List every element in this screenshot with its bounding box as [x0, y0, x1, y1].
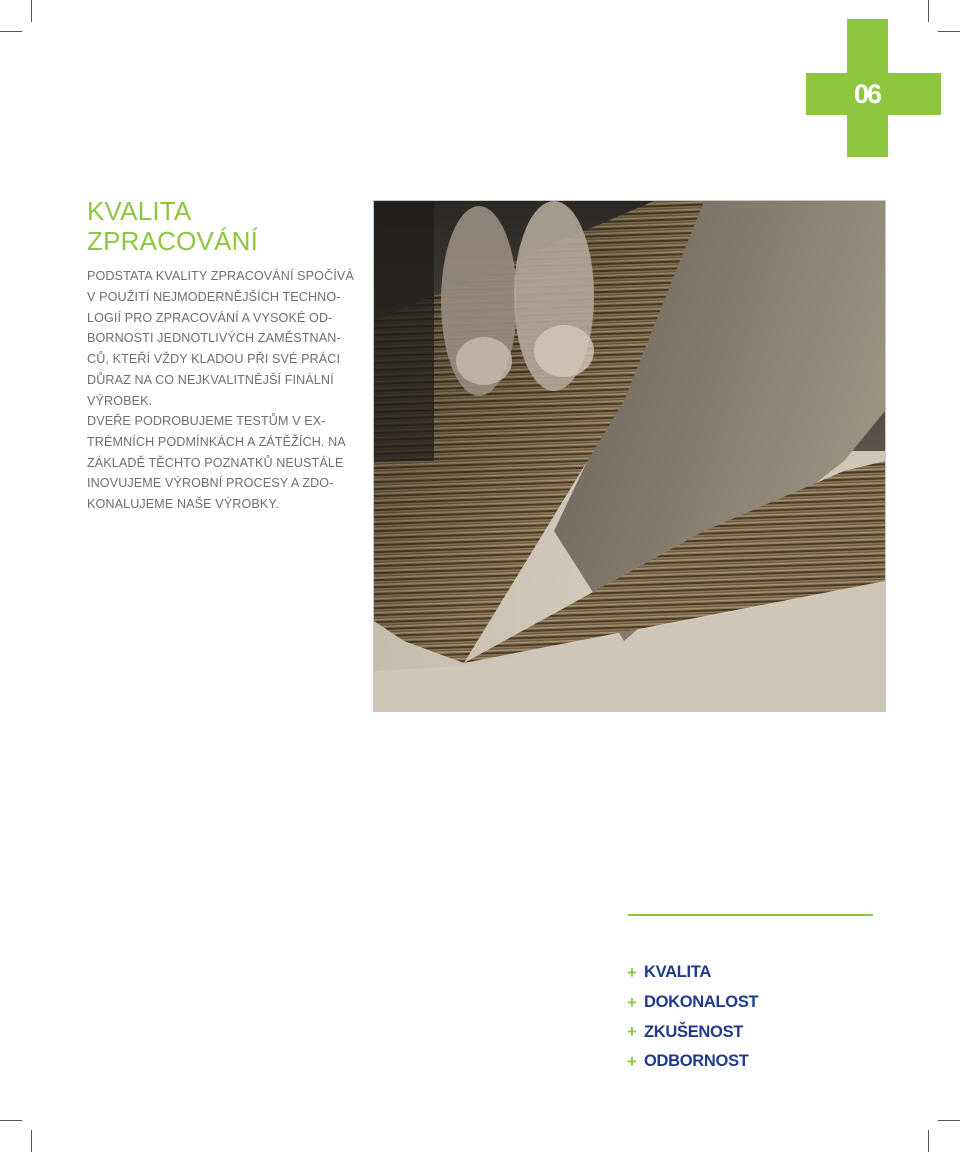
- list-item: [627, 988, 758, 1018]
- crop-mark: [928, 1130, 929, 1152]
- text-line: DŮRAZ NA CO NEJKVALITNĚJŠÍ FINÁLNÍ: [87, 372, 334, 387]
- text-line: LOGIÍ PRO ZPRACOVÁNÍ A VYSOKÉ OD-: [87, 310, 333, 325]
- plus-icon: +: [627, 962, 637, 982]
- divider-line: [628, 914, 873, 916]
- crop-mark: [31, 0, 32, 22]
- list-item: [627, 1047, 758, 1077]
- keyword-label: KVALITA: [644, 963, 711, 982]
- plus-icon: +: [627, 1022, 637, 1042]
- text-line: INOVUJEME VÝROBNÍ PROCESY A ZDO-: [87, 476, 334, 491]
- text-line: VÝROBEK.: [87, 393, 153, 408]
- keyword-label: ODBORNOST: [644, 1052, 749, 1071]
- page-title: [87, 196, 258, 256]
- plus-icon: +: [627, 992, 637, 1012]
- text-line: DVEŘE PODROBUJEME TESTŮM V EX-: [87, 414, 326, 428]
- veneer-photo: [373, 200, 886, 712]
- list-item: [627, 958, 758, 988]
- text-line: CŮ, KTEŘÍ VŽDY KLADOU PŘI SVÉ PRÁCI: [87, 352, 341, 367]
- crop-mark: [938, 1120, 960, 1121]
- plus-icon: +: [627, 1051, 637, 1071]
- list-item: [627, 1017, 758, 1047]
- text-line: V POUŽITÍ NEJMODERNĚJŠÍCH TECHNO-: [87, 289, 341, 304]
- crop-mark: [0, 1120, 22, 1121]
- title-line: KVALITA: [87, 196, 192, 226]
- text-line: BORNOSTI JEDNOTLIVÝCH ZAMĚSTNAN-: [87, 331, 341, 346]
- keyword-list: [627, 958, 758, 1077]
- text-line: KONALUJEME NAŠE VÝROBKY.: [87, 497, 279, 512]
- keyword-label: ZKUŠENOST: [644, 1022, 744, 1041]
- page-number: 06: [853, 78, 881, 109]
- veneer-illustration: [374, 201, 885, 711]
- crop-mark: [0, 31, 22, 32]
- crop-mark: [31, 1130, 32, 1152]
- title-line: ZPRACOVÁNÍ: [87, 226, 259, 256]
- crop-mark: [938, 31, 960, 32]
- body-paragraph-1: [87, 266, 354, 412]
- body-paragraph-2: [87, 411, 346, 515]
- text-line: ZÁKLADĚ TĚCHTO POZNATKŮ NEUSTÁLE: [87, 455, 344, 470]
- text-line: PODSTATA KVALITY ZPRACOVÁNÍ SPOČÍVÁ: [87, 269, 354, 283]
- text-line: TRÉMNÍCH PODMÍNKÁCH A ZÁTĚŽÍCH. NA: [87, 434, 346, 449]
- crop-mark: [928, 0, 929, 22]
- keyword-label: DOKONALOST: [644, 993, 759, 1012]
